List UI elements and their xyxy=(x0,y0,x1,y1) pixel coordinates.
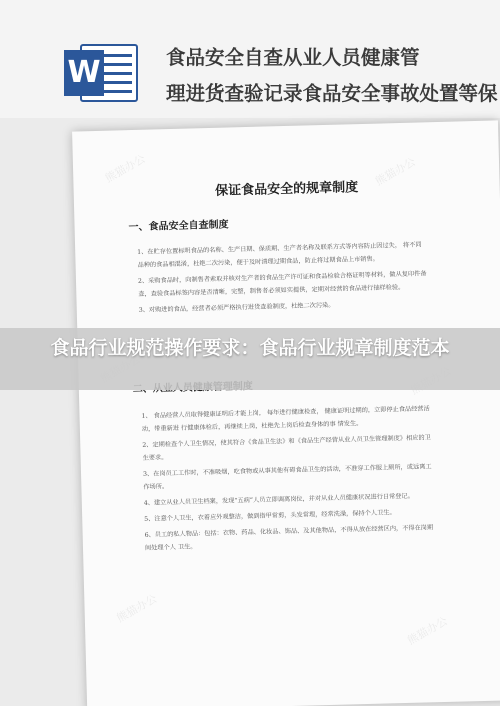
list-item: 4、建立从业人员卫生档案，发现“五病”人员立即调离岗位，并对从业人员健康状况进行日常登记。 xyxy=(143,492,414,507)
banner-title-line-2: 理进货查验记录食品安全事故处置等保 xyxy=(166,82,498,105)
watermark: 熊猫办公 xyxy=(405,614,450,648)
watermark: 熊猫办公 xyxy=(114,591,160,625)
watermark: 熊猫办公 xyxy=(102,152,148,186)
list-item: 3、对购进的食品，经营者必须严格执行进货查验制度，杜绝二次污染。 xyxy=(138,301,335,314)
list-item: 2、定期检查个人卫生情况，使其符合《食品卫生法》和《食品生产经营从业人员卫生管理制度》相应的卫生要求。 xyxy=(142,434,431,462)
word-document-icon xyxy=(58,38,140,106)
list-item: 1、在贮存位置标明食品的名称、生产日期、保质期、生产者名称及联系方式等内容防止因过失， 将不同品种的食品相混淆，杜绝二次污染，便于及时清理过期食品，防止将过期食品上市销售。 xyxy=(137,241,422,269)
section-2-items xyxy=(141,402,435,558)
list-item: 1、 食品经营人员取得健康证明后才能上岗， 每年进行健康检查， 健康证明过期的，立即停止食品经营活动，带重新进 行健康体检后，再继续上岗，杜绝先上岗后检查身体的事 情发生。 xyxy=(141,405,430,433)
word-letter: W xyxy=(64,50,104,96)
article-title: 食品行业规范操作要求：食品行业规章制度范本 xyxy=(50,337,450,359)
header-banner xyxy=(0,0,500,118)
document-title: 保证食品安全的规章制度 xyxy=(214,180,359,199)
document-page xyxy=(72,120,500,706)
list-item: 3、在岗员工工作时，不准吸烟，吃食物或从事其他有碍食品卫生的活动，不准穿工作服上厕所，或远离工作场所。 xyxy=(142,463,432,491)
list-item: 6、员工的私人物品：包括：衣物、药品、化妆品、饰品、及其他物品，不得从放在经营区内，不得在岗期间处理个人 卫生。 xyxy=(144,524,434,552)
banner-title-line-1: 食品安全自查从业人员健康管 xyxy=(166,46,420,69)
list-item: 5、注意个人卫生，衣着应外观整洁，做到指甲常剪，头发常理，经常洗澡，保持个人卫生。 xyxy=(144,509,396,523)
list-item: 2、采购食品时，向制售者索取并核对生产者的食品生产许可证和食品检验合格证明等材料，做从复印件备查，查验食品标签内容是否清晰，完整，制售者必须如实提供，定期对经营的食品进行抽样检验。 xyxy=(137,270,427,298)
section-heading-self-inspection: 一、食品安全自查制度 xyxy=(128,219,229,234)
section-1-items xyxy=(137,238,429,320)
banner-title xyxy=(166,40,500,112)
watermark: 熊猫办公 xyxy=(373,155,418,189)
